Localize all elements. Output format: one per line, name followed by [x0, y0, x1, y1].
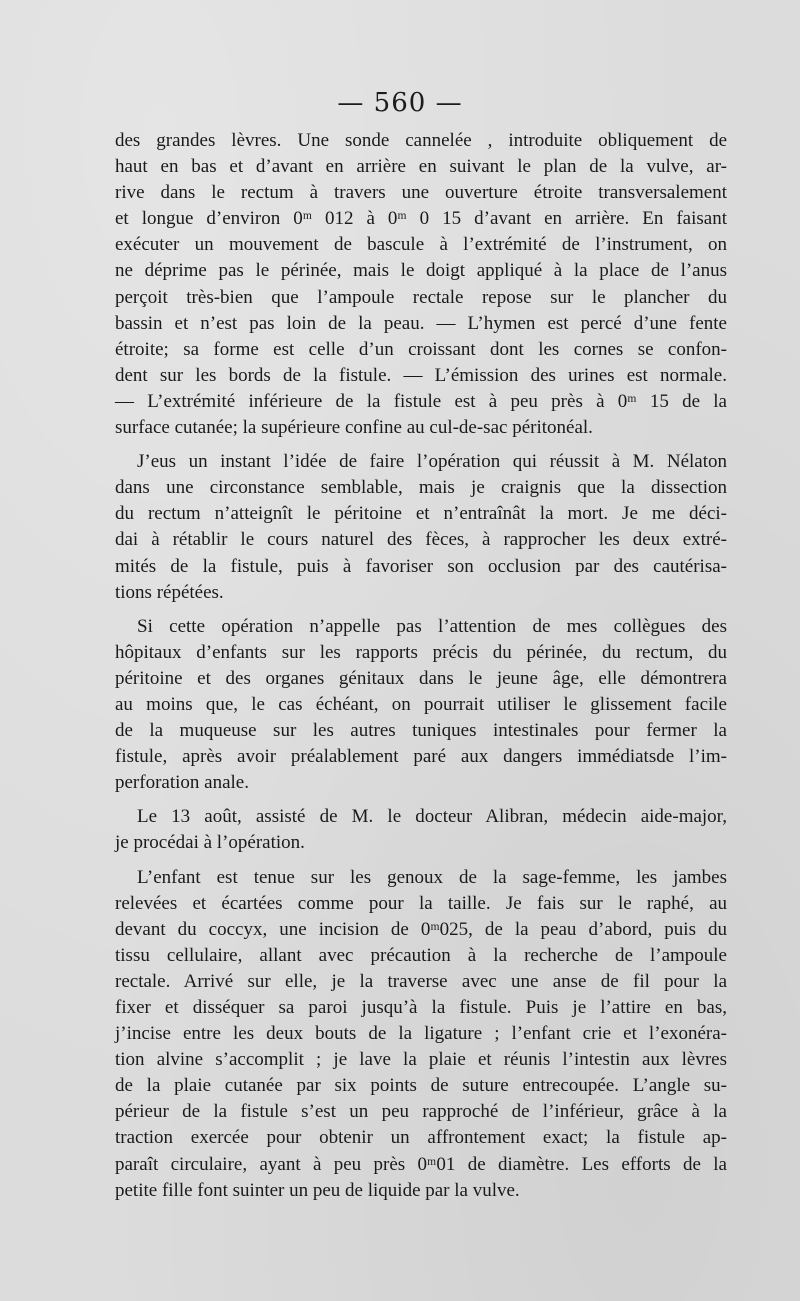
- text-line: perforation anale.: [115, 772, 249, 794]
- paragraph: [115, 614, 727, 797]
- text-line: J’eus un instant l’idée de faire l’opération qui réussit à M. Nélaton: [137, 451, 727, 473]
- text-line: mités de la fistule, puis à favoriser son occlusion par des cautérisa-: [115, 555, 727, 577]
- text-line: dent sur les bords de la fistule. — L’émission des urines est normale.: [115, 364, 727, 386]
- text-line: L’enfant est tenue sur les genoux de la sage-femme, les jambes: [137, 866, 727, 888]
- text-line: bassin et n’est pas loin de la peau. — L’hymen est percé d’une fente: [115, 312, 727, 334]
- text-line: paraît circulaire, ayant à peu près 0ᵐ01 de diamètre. Les efforts de la: [115, 1153, 727, 1175]
- paragraph: [115, 865, 727, 1204]
- text-line: rectale. Arrivé sur elle, je la traverse avec une anse de fil pour la: [115, 970, 727, 992]
- text-line: au moins que, le cas échéant, on pourrait utiliser le glissement facile: [115, 693, 727, 715]
- text-line: devant du coccyx, une incision de 0ᵐ025, de la peau d’abord, puis du: [115, 918, 727, 940]
- text-line: tissu cellulaire, allant avec précaution à la recherche de l’ampoule: [115, 944, 727, 966]
- text-line: j’incise entre les deux bouts de la ligature ; l’enfant crie et l’exonéra-: [115, 1023, 727, 1045]
- text-line: des grandes lèvres. Une sonde cannelée , introduite obliquement de: [115, 130, 727, 151]
- text-line: exécuter un mouvement de bascule à l’extrémité de l’instrument, on: [115, 234, 727, 256]
- text-line: fixer et disséquer sa paroi jusqu’à la fistule. Puis je l’attire en bas,: [115, 997, 727, 1018]
- text-line: surface cutanée; la supérieure confine au cul-de-sac péritonéal.: [115, 417, 593, 439]
- text-line: je procédai à l’opération.: [115, 832, 305, 854]
- text-line: tion alvine s’accomplit ; je lave la plaie et réunis l’intestin aux lèvres: [115, 1049, 727, 1071]
- text-line: haut en bas et d’avant en arrière en suivant le plan de la vulve, ar-: [115, 156, 727, 178]
- text-line: dai à rétablir le cours naturel des fèces, à rapprocher les deux extré-: [115, 529, 727, 551]
- text-line: petite fille font suinter un peu de liquide par la vulve.: [115, 1179, 520, 1201]
- text-line: tions répétées.: [115, 581, 224, 603]
- text-line: relevées et écartées comme pour la taille. Je fais sur le raphé, au: [115, 892, 727, 914]
- text-line: Si cette opération n’appelle pas l’attention de mes collègues des: [137, 615, 727, 637]
- paragraph: [115, 449, 727, 606]
- text-line: perçoit très-bien que l’ampoule rectale repose sur le plancher du: [115, 286, 727, 308]
- text-line: ne déprime pas le périnée, mais le doigt appliqué à la place de l’anus: [115, 260, 727, 282]
- text-line: étroite; sa forme est celle d’un croissant dont les cornes se confon-: [115, 338, 727, 360]
- body-text: [115, 128, 727, 1212]
- text-line: dans une circonstance semblable, mais je craignis que la dissection: [115, 477, 727, 499]
- text-line: hôpitaux d’enfants sur les rapports précis du périnée, du rectum, du: [115, 641, 727, 663]
- text-line: rive dans le rectum à travers une ouverture étroite transversalement: [115, 182, 727, 204]
- text-line: de la plaie cutanée par six points de suture entrecoupée. L’angle su-: [115, 1075, 727, 1097]
- page-number: — 560 —: [337, 88, 463, 118]
- text-line: et longue d’environ 0ᵐ 012 à 0ᵐ 0 15 d’avant en arrière. En faisant: [115, 208, 727, 230]
- text-line: périeur de la fistule s’est un peu rapproché de l’inférieur, grâce à la: [115, 1101, 727, 1123]
- text-line: péritoine et des organes génitaux dans le jeune âge, elle démontrera: [115, 667, 727, 689]
- text-line: — L’extrémité inférieure de la fistule est à peu près à 0ᵐ 15 de la: [115, 390, 727, 412]
- text-line: du rectum n’atteignît le péritoine et n’entraînât la mort. Je me déci-: [115, 503, 727, 525]
- paragraph: [115, 804, 727, 856]
- text-line: Le 13 août, assisté de M. le docteur Alibran, médecin aide-major,: [137, 806, 727, 828]
- text-line: traction exercée pour obtenir un affrontement exact; la fistule ap-: [115, 1127, 727, 1149]
- text-line: fistule, après avoir préalablement paré aux dangers immédiatsde l’im-: [115, 746, 727, 768]
- paragraph: [115, 128, 727, 441]
- text-line: de la muqueuse sur les autres tuniques intestinales pour fermer la: [115, 720, 727, 742]
